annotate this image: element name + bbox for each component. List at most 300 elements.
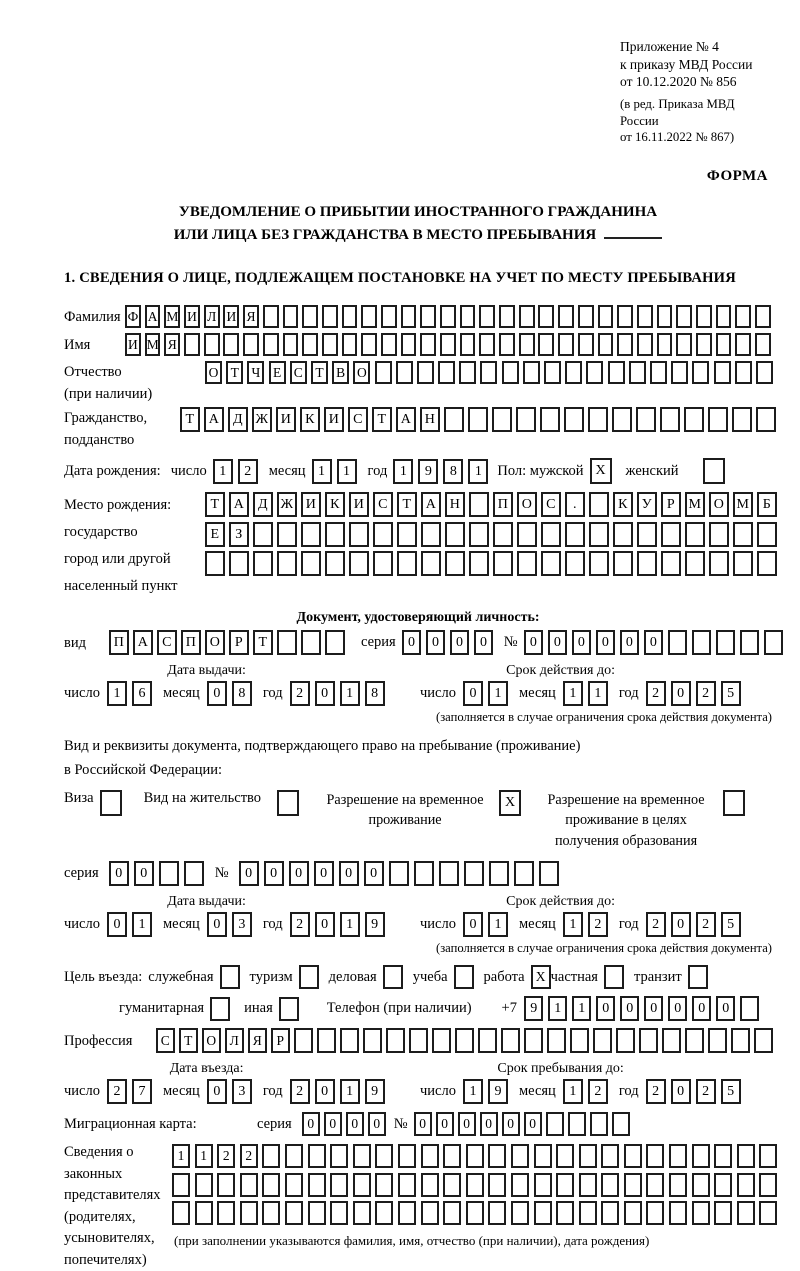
residence-series-grid[interactable]	[109, 861, 209, 886]
form-cell[interactable]	[737, 1201, 755, 1225]
form-cell[interactable]	[676, 305, 692, 328]
citizenship-grid[interactable]	[180, 407, 780, 432]
form-cell[interactable]: 5	[721, 681, 741, 706]
form-cell[interactable]: 1	[340, 681, 360, 706]
form-cell[interactable]: Л	[204, 305, 220, 328]
form-cell[interactable]	[650, 361, 667, 384]
form-cell[interactable]: И	[349, 492, 369, 517]
residence-permit-checkbox[interactable]	[277, 790, 299, 816]
migration-series-grid[interactable]	[302, 1112, 390, 1136]
form-cell[interactable]	[308, 1144, 326, 1168]
form-cell[interactable]: 0	[596, 996, 616, 1021]
form-cell[interactable]	[349, 551, 369, 576]
form-cell[interactable]	[708, 1028, 727, 1053]
form-cell[interactable]	[381, 333, 397, 356]
form-cell[interactable]: 0	[450, 630, 470, 655]
form-cell[interactable]: 0	[315, 912, 335, 937]
stay-until-month[interactable]	[563, 1079, 613, 1104]
form-cell[interactable]: 0	[692, 996, 712, 1021]
form-cell[interactable]: М	[145, 333, 161, 356]
form-cell[interactable]	[184, 333, 200, 356]
form-cell[interactable]	[757, 522, 777, 547]
form-cell[interactable]: 1	[468, 459, 488, 484]
form-cell[interactable]: К	[613, 492, 633, 517]
form-cell[interactable]: 0	[315, 1079, 335, 1104]
form-cell[interactable]: Т	[311, 361, 328, 384]
form-cell[interactable]	[579, 1201, 597, 1225]
form-cell[interactable]: 1	[172, 1144, 190, 1168]
form-cell[interactable]: X	[590, 458, 612, 484]
form-cell[interactable]	[617, 333, 633, 356]
form-cell[interactable]: Б	[757, 492, 777, 517]
form-cell[interactable]	[420, 305, 436, 328]
form-cell[interactable]	[210, 997, 230, 1021]
form-cell[interactable]	[322, 333, 338, 356]
form-cell[interactable]: 0	[502, 1112, 520, 1136]
form-cell[interactable]	[613, 522, 633, 547]
form-cell[interactable]	[589, 492, 609, 517]
form-cell[interactable]	[330, 1201, 348, 1225]
form-cell[interactable]	[684, 407, 704, 432]
representatives-grid-1[interactable]	[172, 1144, 782, 1168]
form-cell[interactable]: Т	[397, 492, 417, 517]
form-cell[interactable]	[480, 361, 497, 384]
form-cell[interactable]	[375, 1201, 393, 1225]
form-cell[interactable]	[669, 1144, 687, 1168]
form-cell[interactable]	[723, 790, 745, 816]
form-cell[interactable]: 0	[207, 681, 227, 706]
form-cell[interactable]	[519, 305, 535, 328]
form-cell[interactable]	[629, 361, 646, 384]
form-cell[interactable]: П	[181, 630, 201, 655]
form-cell[interactable]: 0	[480, 1112, 498, 1136]
form-cell[interactable]	[511, 1144, 529, 1168]
form-cell[interactable]	[479, 333, 495, 356]
form-cell[interactable]: 5	[721, 912, 741, 937]
form-cell[interactable]	[511, 1201, 529, 1225]
form-cell[interactable]: 1	[337, 459, 357, 484]
form-cell[interactable]	[398, 1173, 416, 1197]
form-cell[interactable]	[317, 1028, 336, 1053]
form-cell[interactable]	[754, 1028, 773, 1053]
form-cell[interactable]	[696, 333, 712, 356]
form-cell[interactable]	[262, 1201, 280, 1225]
form-cell[interactable]	[440, 333, 456, 356]
form-cell[interactable]	[373, 522, 393, 547]
form-cell[interactable]	[253, 522, 273, 547]
form-cell[interactable]	[488, 1201, 506, 1225]
form-cell[interactable]: Т	[180, 407, 200, 432]
form-cell[interactable]: 8	[365, 681, 385, 706]
form-cell[interactable]	[556, 1173, 574, 1197]
form-cell[interactable]	[556, 1201, 574, 1225]
form-cell[interactable]	[253, 551, 273, 576]
form-cell[interactable]	[204, 333, 220, 356]
form-cell[interactable]: 2	[588, 912, 608, 937]
form-cell[interactable]	[283, 305, 299, 328]
form-cell[interactable]: А	[396, 407, 416, 432]
form-cell[interactable]	[396, 361, 413, 384]
form-cell[interactable]	[205, 551, 225, 576]
form-cell[interactable]	[455, 1028, 474, 1053]
form-cell[interactable]	[586, 361, 603, 384]
form-cell[interactable]	[558, 305, 574, 328]
form-cell[interactable]: 2	[290, 681, 310, 706]
form-cell[interactable]	[601, 1201, 619, 1225]
form-cell[interactable]: С	[541, 492, 561, 517]
form-cell[interactable]	[460, 305, 476, 328]
form-cell[interactable]	[764, 630, 784, 655]
form-cell[interactable]: 1	[572, 996, 592, 1021]
form-cell[interactable]: Т	[205, 492, 225, 517]
form-cell[interactable]	[756, 361, 773, 384]
form-cell[interactable]	[616, 1028, 635, 1053]
form-cell[interactable]: 1	[488, 912, 508, 937]
form-cell[interactable]	[692, 361, 709, 384]
form-cell[interactable]	[438, 361, 455, 384]
form-cell[interactable]: 0	[644, 630, 664, 655]
doc-kind-grid[interactable]	[109, 630, 349, 655]
form-cell[interactable]: К	[325, 492, 345, 517]
form-cell[interactable]	[499, 333, 515, 356]
residence-issue-day[interactable]	[107, 912, 157, 937]
form-cell[interactable]: 0	[207, 1079, 227, 1104]
form-cell[interactable]: Д	[228, 407, 248, 432]
visa-checkbox[interactable]	[100, 790, 122, 816]
entry-month[interactable]	[207, 1079, 257, 1104]
form-cell[interactable]	[671, 361, 688, 384]
form-cell[interactable]	[172, 1201, 190, 1225]
form-cell[interactable]: М	[733, 492, 753, 517]
form-cell[interactable]	[443, 1144, 461, 1168]
form-cell[interactable]: 0	[314, 861, 334, 886]
form-cell[interactable]	[301, 551, 321, 576]
form-cell[interactable]: 9	[418, 459, 438, 484]
form-cell[interactable]	[444, 407, 464, 432]
form-cell[interactable]: 0	[548, 630, 568, 655]
form-cell[interactable]	[598, 333, 614, 356]
purpose-humanitarian-checkbox[interactable]	[210, 997, 230, 1021]
form-cell[interactable]: 1	[563, 912, 583, 937]
form-cell[interactable]	[285, 1201, 303, 1225]
form-cell[interactable]: Я	[164, 333, 180, 356]
form-cell[interactable]	[466, 1201, 484, 1225]
form-cell[interactable]	[692, 1173, 710, 1197]
form-cell[interactable]	[598, 305, 614, 328]
form-cell[interactable]	[539, 861, 559, 886]
form-cell[interactable]: 0	[620, 996, 640, 1021]
form-cell[interactable]: Е	[269, 361, 286, 384]
form-cell[interactable]: Т	[179, 1028, 198, 1053]
form-cell[interactable]	[263, 333, 279, 356]
form-cell[interactable]	[466, 1173, 484, 1197]
form-cell[interactable]	[262, 1144, 280, 1168]
form-cell[interactable]	[493, 522, 513, 547]
form-cell[interactable]	[302, 333, 318, 356]
form-cell[interactable]	[692, 630, 712, 655]
form-cell[interactable]: 0	[324, 1112, 342, 1136]
doc-number-grid[interactable]	[524, 630, 788, 655]
form-cell[interactable]	[637, 522, 657, 547]
phone-grid[interactable]	[524, 996, 764, 1021]
form-cell[interactable]	[229, 551, 249, 576]
form-cell[interactable]	[361, 333, 377, 356]
form-cell[interactable]	[737, 1173, 755, 1197]
birthplace-grid-1[interactable]	[205, 492, 781, 517]
form-cell[interactable]: Ж	[277, 492, 297, 517]
form-cell[interactable]: 0	[302, 1112, 320, 1136]
form-cell[interactable]: 1	[548, 996, 568, 1021]
form-cell[interactable]	[325, 551, 345, 576]
form-cell[interactable]	[538, 333, 554, 356]
identity-valid-year[interactable]	[646, 681, 746, 706]
identity-valid-day[interactable]	[463, 681, 513, 706]
stay-until-day[interactable]	[463, 1079, 513, 1104]
form-cell[interactable]	[639, 1028, 658, 1053]
form-cell[interactable]	[661, 551, 681, 576]
form-cell[interactable]	[468, 407, 488, 432]
form-cell[interactable]: А	[229, 492, 249, 517]
form-cell[interactable]	[737, 1144, 755, 1168]
form-cell[interactable]	[668, 630, 688, 655]
form-cell[interactable]	[277, 551, 297, 576]
form-cell[interactable]	[546, 1112, 564, 1136]
form-cell[interactable]	[417, 361, 434, 384]
doc-series-grid[interactable]	[402, 630, 498, 655]
form-cell[interactable]: 1	[195, 1144, 213, 1168]
form-cell[interactable]	[342, 305, 358, 328]
form-cell[interactable]	[220, 965, 240, 989]
form-cell[interactable]	[613, 551, 633, 576]
form-cell[interactable]	[757, 551, 777, 576]
form-cell[interactable]: .	[565, 492, 585, 517]
form-cell[interactable]: 1	[588, 681, 608, 706]
form-cell[interactable]	[709, 522, 729, 547]
form-cell[interactable]: 1	[563, 1079, 583, 1104]
form-cell[interactable]	[308, 1201, 326, 1225]
form-cell[interactable]	[740, 630, 760, 655]
form-cell[interactable]	[534, 1201, 552, 1225]
form-cell[interactable]: И	[184, 305, 200, 328]
form-cell[interactable]: 0	[364, 861, 384, 886]
form-cell[interactable]: 0	[414, 1112, 432, 1136]
form-cell[interactable]: И	[301, 492, 321, 517]
form-cell[interactable]: 1	[312, 459, 332, 484]
form-cell[interactable]	[740, 996, 760, 1021]
form-cell[interactable]	[389, 861, 409, 886]
form-cell[interactable]	[588, 407, 608, 432]
birthdate-month-grid[interactable]	[312, 459, 362, 484]
form-cell[interactable]	[657, 333, 673, 356]
form-cell[interactable]: 2	[240, 1144, 258, 1168]
form-cell[interactable]: У	[637, 492, 657, 517]
purpose-tourism-checkbox[interactable]	[299, 965, 319, 989]
form-cell[interactable]: Д	[253, 492, 273, 517]
form-cell[interactable]	[294, 1028, 313, 1053]
form-cell[interactable]	[375, 361, 392, 384]
form-cell[interactable]: 2	[646, 912, 666, 937]
form-cell[interactable]	[759, 1144, 777, 1168]
form-cell[interactable]: 0	[346, 1112, 364, 1136]
profession-grid[interactable]	[156, 1028, 777, 1053]
form-cell[interactable]: Р	[661, 492, 681, 517]
form-cell[interactable]	[421, 1173, 439, 1197]
form-cell[interactable]: М	[685, 492, 705, 517]
purpose-work-checkbox[interactable]	[531, 965, 551, 989]
form-cell[interactable]: В	[332, 361, 349, 384]
form-cell[interactable]	[579, 1173, 597, 1197]
form-cell[interactable]	[353, 1201, 371, 1225]
form-cell[interactable]: 0	[644, 996, 664, 1021]
representatives-grid-3[interactable]	[172, 1201, 782, 1225]
form-cell[interactable]: И	[324, 407, 344, 432]
form-cell[interactable]	[565, 522, 585, 547]
edu-residence-checkbox[interactable]	[723, 790, 745, 816]
firstname-grid[interactable]	[125, 333, 775, 356]
form-cell[interactable]: 2	[646, 681, 666, 706]
form-cell[interactable]	[541, 551, 561, 576]
form-cell[interactable]: 0	[474, 630, 494, 655]
form-cell[interactable]	[460, 333, 476, 356]
purpose-study-checkbox[interactable]	[454, 965, 474, 989]
form-cell[interactable]: О	[205, 630, 225, 655]
form-cell[interactable]	[732, 407, 752, 432]
form-cell[interactable]: 7	[132, 1079, 152, 1104]
form-cell[interactable]: Л	[225, 1028, 244, 1053]
form-cell[interactable]: 0	[524, 630, 544, 655]
form-cell[interactable]	[601, 1173, 619, 1197]
form-cell[interactable]	[401, 333, 417, 356]
form-cell[interactable]	[285, 1144, 303, 1168]
form-cell[interactable]	[401, 305, 417, 328]
form-cell[interactable]: 0	[668, 996, 688, 1021]
form-cell[interactable]: 1	[132, 912, 152, 937]
form-cell[interactable]	[172, 1173, 190, 1197]
form-cell[interactable]: Р	[229, 630, 249, 655]
form-cell[interactable]	[755, 333, 771, 356]
form-cell[interactable]	[489, 861, 509, 886]
form-cell[interactable]: Е	[205, 522, 225, 547]
form-cell[interactable]	[386, 1028, 405, 1053]
form-cell[interactable]	[714, 1201, 732, 1225]
form-cell[interactable]: М	[164, 305, 180, 328]
form-cell[interactable]	[547, 1028, 566, 1053]
form-cell[interactable]: О	[202, 1028, 221, 1053]
form-cell[interactable]: Ф	[125, 305, 141, 328]
form-cell[interactable]	[589, 551, 609, 576]
form-cell[interactable]	[692, 1144, 710, 1168]
sex-male-checkbox[interactable]	[590, 458, 612, 484]
form-cell[interactable]	[439, 861, 459, 886]
form-cell[interactable]: А	[145, 305, 161, 328]
form-cell[interactable]: А	[421, 492, 441, 517]
form-cell[interactable]: 9	[365, 912, 385, 937]
form-cell[interactable]	[159, 861, 179, 886]
form-cell[interactable]	[195, 1201, 213, 1225]
form-cell[interactable]	[579, 1144, 597, 1168]
form-cell[interactable]: 1	[488, 681, 508, 706]
form-cell[interactable]: 0	[463, 681, 483, 706]
form-cell[interactable]	[279, 997, 299, 1021]
form-cell[interactable]	[277, 522, 297, 547]
form-cell[interactable]	[283, 333, 299, 356]
form-cell[interactable]	[646, 1201, 664, 1225]
form-cell[interactable]	[299, 965, 319, 989]
form-cell[interactable]: 3	[232, 912, 252, 937]
form-cell[interactable]: 0	[264, 861, 284, 886]
form-cell[interactable]	[608, 361, 625, 384]
residence-valid-year[interactable]	[646, 912, 746, 937]
form-cell[interactable]	[601, 1144, 619, 1168]
form-cell[interactable]: И	[125, 333, 141, 356]
form-cell[interactable]: 2	[696, 681, 716, 706]
form-cell[interactable]	[443, 1173, 461, 1197]
form-cell[interactable]	[617, 305, 633, 328]
form-cell[interactable]: И	[276, 407, 296, 432]
form-cell[interactable]	[240, 1173, 258, 1197]
form-cell[interactable]	[459, 361, 476, 384]
form-cell[interactable]	[593, 1028, 612, 1053]
form-cell[interactable]	[277, 790, 299, 816]
form-cell[interactable]: П	[109, 630, 129, 655]
form-cell[interactable]: Ч	[247, 361, 264, 384]
form-cell[interactable]	[646, 1144, 664, 1168]
form-cell[interactable]	[262, 1173, 280, 1197]
form-cell[interactable]	[421, 522, 441, 547]
form-cell[interactable]	[353, 1144, 371, 1168]
form-cell[interactable]: 2	[646, 1079, 666, 1104]
form-cell[interactable]	[676, 333, 692, 356]
form-cell[interactable]	[544, 361, 561, 384]
form-cell[interactable]	[636, 407, 656, 432]
form-cell[interactable]: О	[353, 361, 370, 384]
form-cell[interactable]	[342, 333, 358, 356]
form-cell[interactable]	[420, 333, 436, 356]
form-cell[interactable]	[716, 630, 736, 655]
form-cell[interactable]	[565, 361, 582, 384]
form-cell[interactable]	[421, 1201, 439, 1225]
form-cell[interactable]	[556, 1144, 574, 1168]
form-cell[interactable]	[488, 1144, 506, 1168]
form-cell[interactable]: О	[205, 361, 222, 384]
form-cell[interactable]: 0	[463, 912, 483, 937]
purpose-commercial-checkbox[interactable]	[383, 965, 403, 989]
form-cell[interactable]	[301, 522, 321, 547]
form-cell[interactable]	[440, 305, 456, 328]
form-cell[interactable]	[564, 407, 584, 432]
form-cell[interactable]: 0	[620, 630, 640, 655]
form-cell[interactable]	[714, 1173, 732, 1197]
form-cell[interactable]: 8	[232, 681, 252, 706]
form-cell[interactable]	[709, 551, 729, 576]
form-cell[interactable]	[330, 1173, 348, 1197]
form-cell[interactable]	[696, 305, 712, 328]
form-cell[interactable]: 1	[393, 459, 413, 484]
form-cell[interactable]	[604, 965, 624, 989]
form-cell[interactable]	[349, 522, 369, 547]
form-cell[interactable]: 2	[290, 1079, 310, 1104]
form-cell[interactable]	[558, 333, 574, 356]
form-cell[interactable]	[501, 1028, 520, 1053]
form-cell[interactable]	[692, 1201, 710, 1225]
sex-female-checkbox[interactable]	[703, 458, 725, 484]
form-cell[interactable]: 0	[402, 630, 422, 655]
form-cell[interactable]: 1	[107, 681, 127, 706]
form-cell[interactable]: 2	[217, 1144, 235, 1168]
form-cell[interactable]	[624, 1173, 642, 1197]
form-cell[interactable]	[540, 407, 560, 432]
form-cell[interactable]	[688, 965, 708, 989]
